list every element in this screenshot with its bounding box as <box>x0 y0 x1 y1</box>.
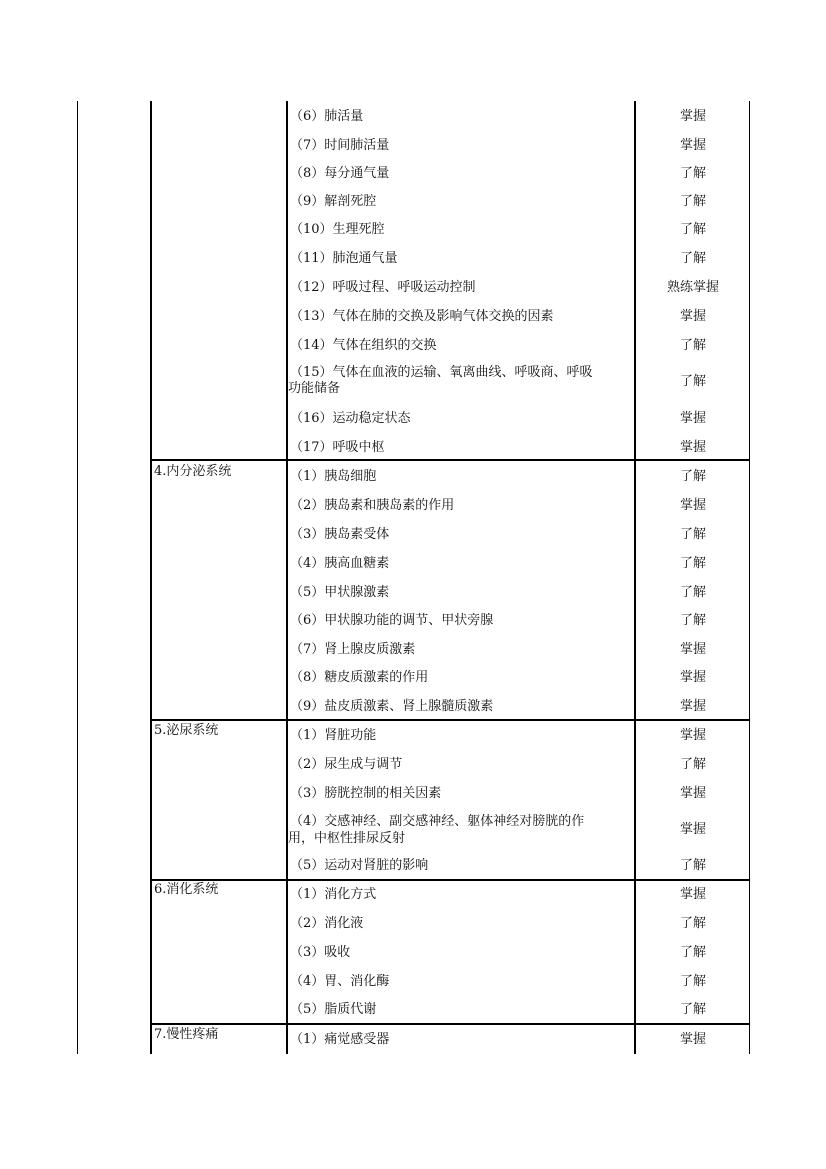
table-row-item: （12）呼吸过程、呼吸运动控制 <box>290 280 476 295</box>
table-row-item: （5）运动对肾脏的影响 <box>290 858 429 873</box>
table-row-item: （11）肺泡通气量 <box>290 251 398 266</box>
table-border-left <box>77 101 78 1054</box>
table-row-level: 了解 <box>679 1002 706 1017</box>
table-row-item: （1）胰岛细胞 <box>290 469 377 484</box>
table-row-level: 了解 <box>679 613 706 628</box>
section-separator <box>150 1023 750 1025</box>
table-row-item: （14）气体在组织的交换 <box>290 338 437 353</box>
table-row-level: 掌握 <box>679 138 706 153</box>
table-row-item: （2）尿生成与调节 <box>290 757 403 772</box>
table-row-level: 掌握 <box>679 440 706 455</box>
table-row-item: （8）糖皮质激素的作用 <box>290 670 429 685</box>
section-separator <box>150 879 750 881</box>
table-row-item: （6）肺活量 <box>290 109 364 124</box>
table-row-level: 熟练掌握 <box>666 280 719 295</box>
table-row-level: 了解 <box>679 757 706 772</box>
column-divider-item <box>286 101 288 1054</box>
table-row-item-continuation: 用，中枢性排尿反射 <box>288 831 406 846</box>
table-row-item: （5）甲状腺激素 <box>290 585 390 600</box>
table-row-item: （4）交感神经、副交感神经、躯体神经对膀胱的作 <box>290 814 585 829</box>
table-row-level: 掌握 <box>679 887 706 902</box>
category-label: 4.内分泌系统 <box>154 464 232 479</box>
table-row-item: （3）膀胱控制的相关因素 <box>290 786 442 801</box>
table-row-item: （7）时间肺活量 <box>290 138 390 153</box>
table-row-level: 掌握 <box>679 309 706 324</box>
table-row-item: （2）胰岛素和胰岛素的作用 <box>290 498 455 513</box>
table-row-item: （1）肾脏功能 <box>290 728 377 743</box>
table-row-level: 了解 <box>679 166 706 181</box>
table-row-level: 掌握 <box>679 822 706 837</box>
column-divider-category <box>150 101 152 1054</box>
table-row-item: （3）胰岛素受体 <box>290 527 390 542</box>
table-row-level: 了解 <box>679 916 706 931</box>
section-separator <box>150 719 750 721</box>
table-row-item: （9）盐皮质激素、肾上腺髓质激素 <box>290 699 494 714</box>
table-row-level: 了解 <box>679 945 706 960</box>
table-row-level: 了解 <box>679 974 706 989</box>
table-row-level: 掌握 <box>679 699 706 714</box>
table-row-item: （2）消化液 <box>290 916 364 931</box>
table-row-item: （8）每分通气量 <box>290 166 390 181</box>
table-row-item: （13）气体在肺的交换及影响气体交换的因素 <box>290 309 554 324</box>
category-label: 5.泌尿系统 <box>154 723 219 738</box>
category-label: 6.消化系统 <box>154 882 219 897</box>
table-row-level: 掌握 <box>679 498 706 513</box>
column-divider-level <box>634 101 636 1054</box>
table-row-level: 了解 <box>679 374 706 389</box>
table-row-level: 掌握 <box>679 411 706 426</box>
table-row-level: 掌握 <box>679 109 706 124</box>
table-row-level: 了解 <box>679 858 706 873</box>
table-row-item: （10）生理死腔 <box>290 222 385 237</box>
table-row-item: （15）气体在血液的运输、氧离曲线、呼吸商、呼吸 <box>290 365 593 380</box>
table-row-level: 了解 <box>679 251 706 266</box>
table-row-level: 掌握 <box>679 1032 706 1047</box>
table-row-level: 了解 <box>679 469 706 484</box>
table-row-item: （7）肾上腺皮质激素 <box>290 642 416 657</box>
table-row-item: （1）痛觉感受器 <box>290 1032 390 1047</box>
table-row-level: 了解 <box>679 194 706 209</box>
table-border-right <box>749 101 750 1054</box>
table-row-level: 了解 <box>679 556 706 571</box>
table-row-item: （16）运动稳定状态 <box>290 411 411 426</box>
table-row-item: （17）呼吸中枢 <box>290 440 385 455</box>
table-row-level: 掌握 <box>679 786 706 801</box>
table-row-level: 掌握 <box>679 728 706 743</box>
table-row-item: （4）胃、消化酶 <box>290 974 390 989</box>
table-row-level: 了解 <box>679 585 706 600</box>
table-row-item: （9）解剖死腔 <box>290 194 377 209</box>
table-row-item: （6）甲状腺功能的调节、甲状旁腺 <box>290 613 494 628</box>
table-row-item: （1）消化方式 <box>290 887 377 902</box>
table-row-level: 了解 <box>679 222 706 237</box>
table-row-level: 了解 <box>679 338 706 353</box>
section-separator <box>150 459 750 461</box>
category-label: 7.慢性疼痛 <box>154 1027 219 1042</box>
table-row-item: （4）胰高血糖素 <box>290 556 390 571</box>
table-row-level: 掌握 <box>679 642 706 657</box>
table-row-item-continuation: 功能储备 <box>288 381 341 396</box>
table-row-item: （3）吸收 <box>290 945 351 960</box>
table-row-level: 掌握 <box>679 670 706 685</box>
table-row-item: （5）脂质代谢 <box>290 1002 377 1017</box>
table-row-level: 了解 <box>679 527 706 542</box>
